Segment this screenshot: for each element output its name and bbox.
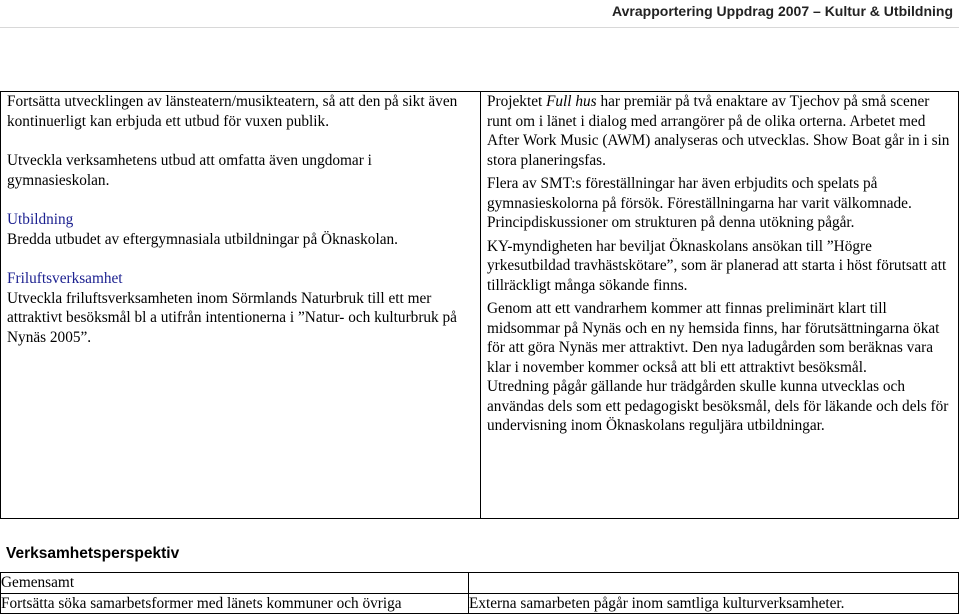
heading-utbildning: Utbildning	[7, 211, 74, 228]
assignment-cell	[1, 92, 481, 519]
report-youth: Flera av SMT:s föreställningar har även erbjudits och spelats på gymnasieskolorna på försök. Föreställningarna har varit välkomnade. Principdiskussioner om strukturen på denna utökning pågår.	[487, 175, 912, 231]
report-theatre	[487, 92, 952, 170]
assignment-youth: Utveckla verksamhetens utbud att omfatta även ungdomar i gymnasieskolan.	[7, 152, 372, 189]
report-theatre-pre: Projektet	[487, 93, 547, 110]
report-utbildning: KY-myndigheten har beviljat Öknaskolans ansökan till ”Högre yrkesutbildad travhästskötare”, som är planerad att starta i höst förutsatt att tillräckligt många sökande finns.	[487, 237, 947, 294]
gemensamt-report: Externa samarbeten pågår inom samtliga kulturverksamheter.	[469, 594, 845, 612]
report-cell	[481, 92, 959, 519]
table-row	[1, 573, 959, 614]
heading-friluftsverksamhet: Friluftsverksamhet	[7, 270, 123, 287]
heading-gemensamt: Gemensamt	[1, 574, 75, 591]
project-name: Full hus	[546, 93, 597, 110]
section-title: Verksamhetsperspektiv	[6, 545, 180, 562]
report-theatre-post: har premiär på två enaktare av Tjechov på små scener runt om i länet i dialog med arrangörer på de olika orterna. Arbetet med After Work Music (AWM) analyseras och utvecklas. Show Boat går in i sin stora planeringsfas.	[487, 93, 950, 169]
report-table	[0, 91, 959, 519]
blank-line	[469, 573, 958, 593]
table-row	[1, 92, 959, 519]
report-garden: Utredning pågår gällande hur trädgården skulle kunna utvecklas och användas dels som ett pedagogiskt besöksmål, dels för läkande och dels för undervisning inom Öknaskolans reguljära utbildningar.	[487, 378, 949, 434]
assignment-utbildning: Bredda utbudet av eftergymnasiala utbildningar på Öknaskolan.	[7, 230, 398, 248]
assignment-friluft: Utveckla friluftsverksamheten inom Sörmlands Naturbruk till ett mer attraktivt besöksmål bl a utifrån intentionerna i ”Natur- och kulturbruk på Nynäs 2005”.	[7, 289, 457, 346]
document-header: Avrapportering Uppdrag 2007 – Kultur & Utbildning	[612, 3, 953, 19]
perspective-table	[0, 572, 959, 614]
assignment-theatre: Fortsätta utvecklingen av länsteatern/musikteatern, så att den på sikt även kontinuerligt kan erbjuda ett utbud för vuxen publik.	[7, 93, 458, 130]
header-divider	[0, 27, 959, 28]
gemensamt-assignment: Fortsätta söka samarbetsformer med länets kommuner och övriga	[1, 594, 402, 612]
report-friluft: Genom att ett vandrarhem kommer att finnas preliminärt klart till midsommar på Nynäs och en ny hemsida finns, har förutsättningarna ökat för att göra Nynäs mer attraktivt. Den nya ladugården som beräknas vara klar i november kommer också att bli ett attraktivt besöksmål.	[487, 300, 940, 376]
gemensamt-right-cell	[469, 573, 959, 614]
gemensamt-left-cell	[1, 573, 469, 614]
